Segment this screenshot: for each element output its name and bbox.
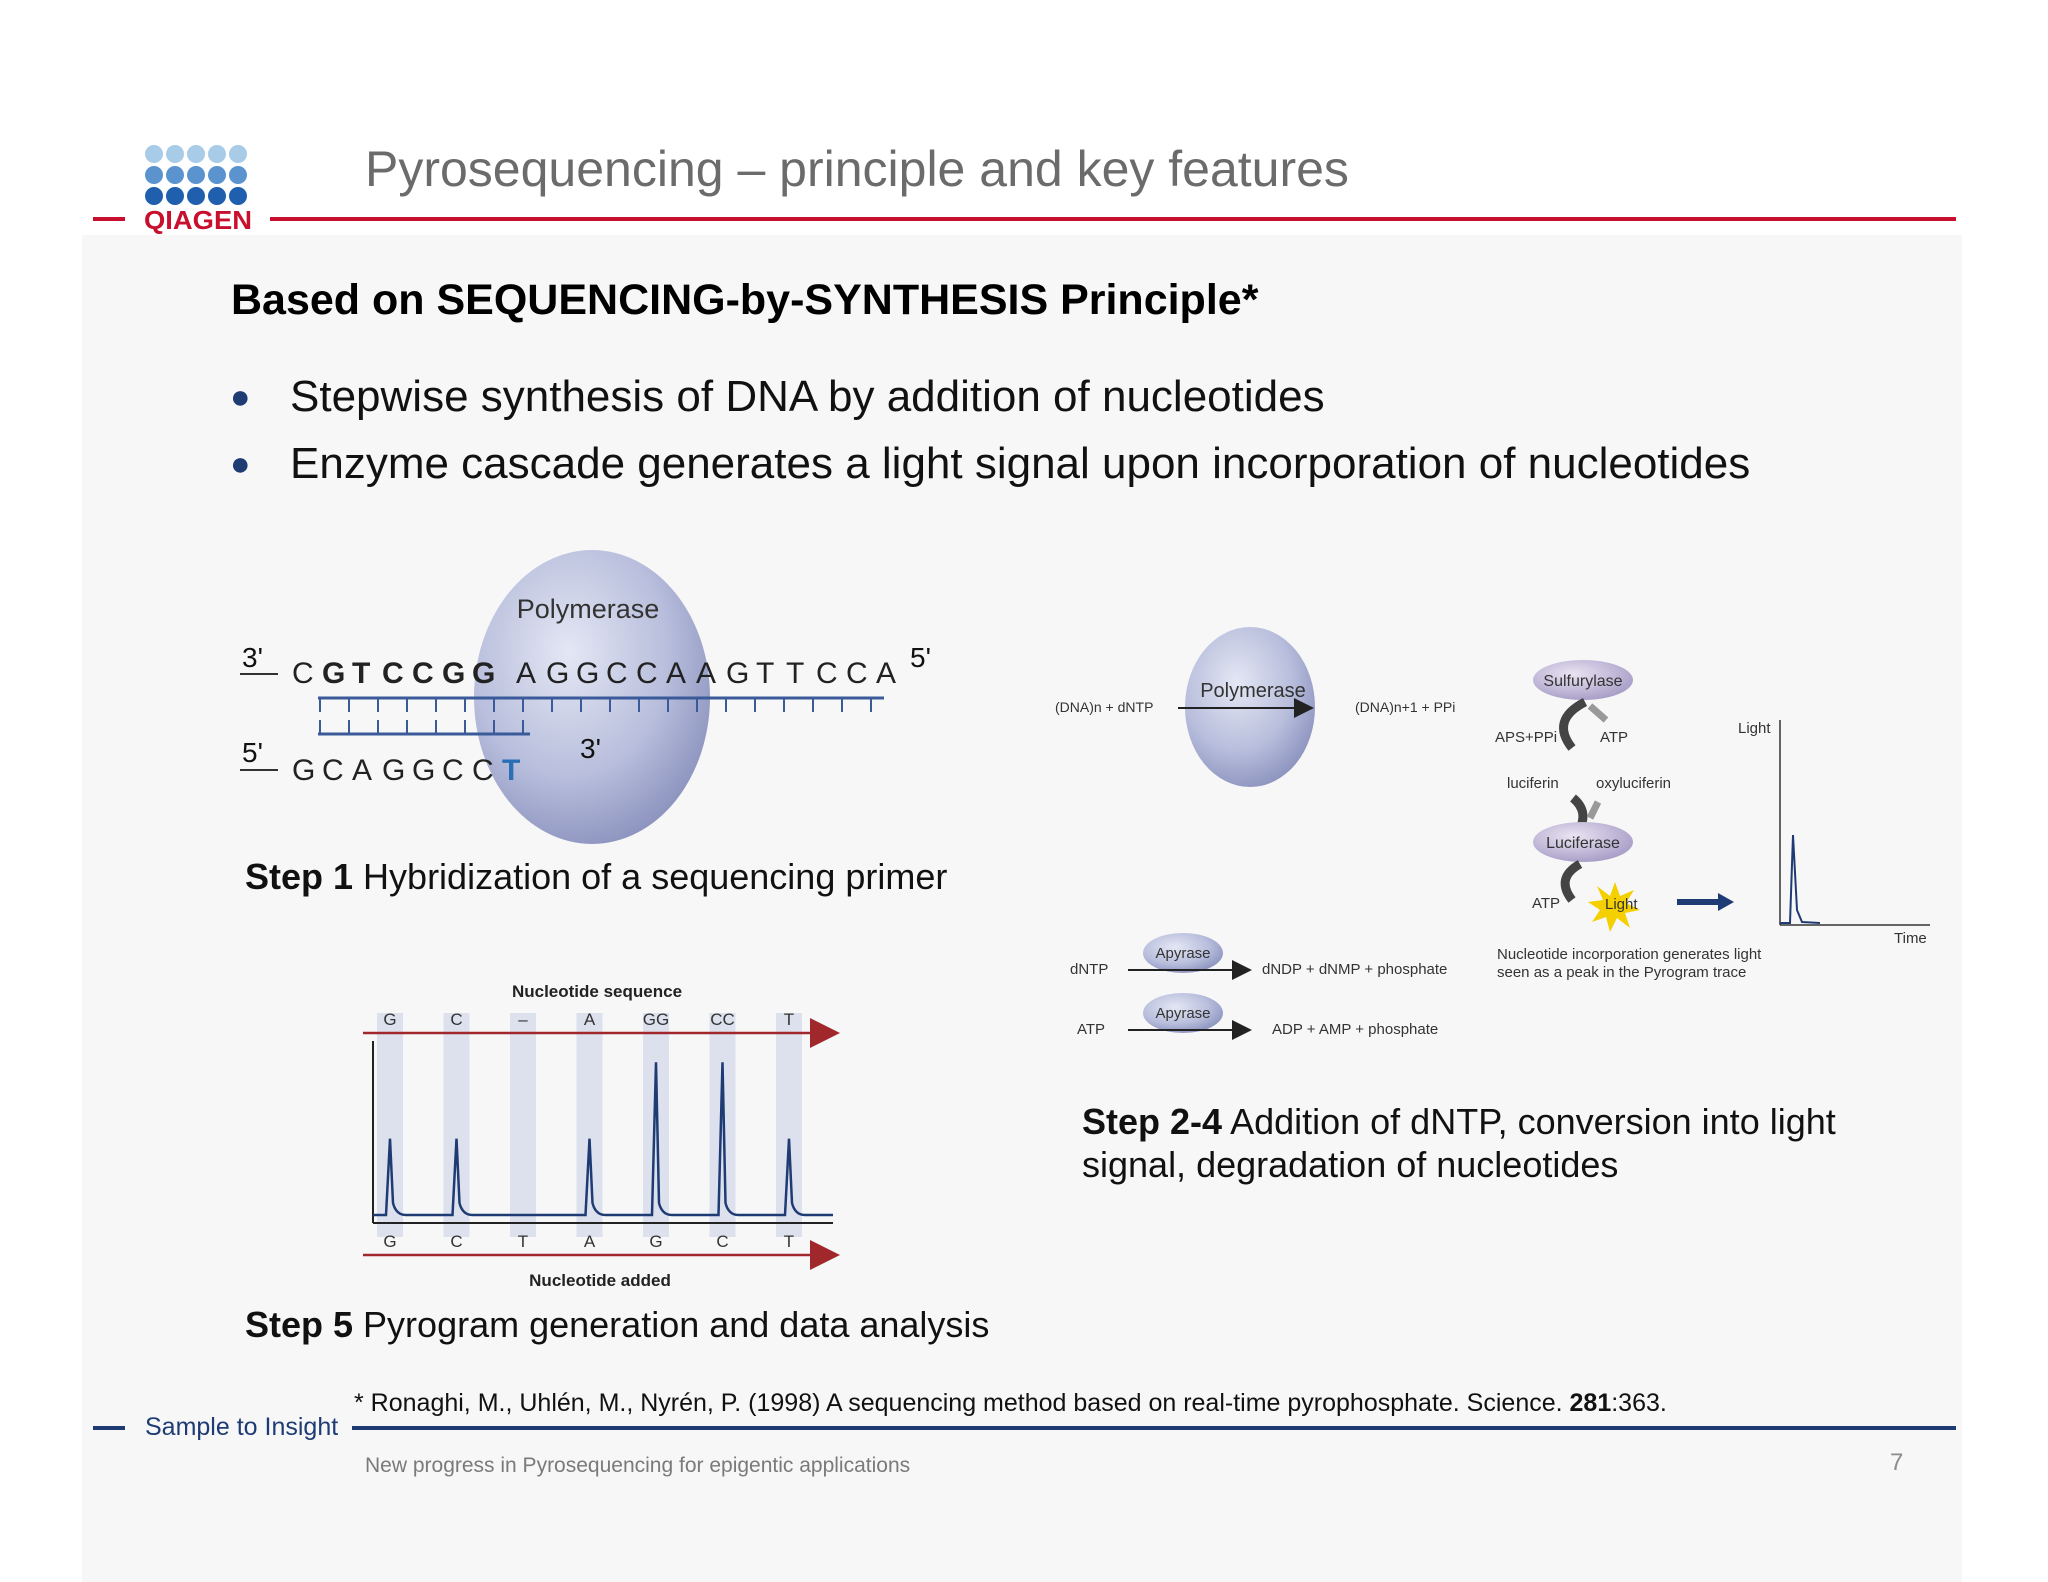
sequence-label: C <box>450 1010 463 1029</box>
step5-label: Step 5 <box>245 1304 354 1345</box>
template-base: G <box>546 657 570 690</box>
template-base: A <box>666 657 687 690</box>
nucleotide-band <box>776 1013 802 1237</box>
nucleotide-band <box>643 1013 669 1237</box>
footnote-pages: :363. <box>1611 1389 1667 1417</box>
template-base: T <box>352 657 371 690</box>
template-base: C <box>846 657 868 690</box>
aps-ppi-label: APS+PPi <box>1495 729 1558 746</box>
cycle-arrow-icon <box>1565 864 1580 900</box>
footer-rule-left <box>93 1426 125 1430</box>
sequence-label: G <box>383 1010 397 1029</box>
template-base: T <box>756 657 775 690</box>
luciferase-label: Luciferase <box>1546 835 1620 852</box>
section-heading: Based on SEQUENCING-by-SYNTHESIS Principle* <box>231 276 1259 324</box>
template-base: A <box>876 657 897 690</box>
nucleotide-band <box>377 1013 403 1237</box>
sequence-label: T <box>783 1010 795 1029</box>
reactant-label: (DNA)n + dNTP <box>1055 699 1154 715</box>
logo-dots-icon <box>145 145 247 205</box>
template-base: A <box>696 657 717 690</box>
template-base: G <box>726 657 750 690</box>
step5-caption <box>245 1304 989 1346</box>
enzyme-cascade-diagram <box>1050 620 1950 1050</box>
footnote-text: * Ronaghi, M., Uhlén, M., Nyrén, P. (1998) A sequencing method based on real-time pyrophosphate. Science. <box>354 1389 1570 1417</box>
bullet-text: Enzyme cascade generates a light signal upon incorporation of nucleotides <box>290 439 1751 488</box>
tagline: Sample to Insight <box>145 1413 339 1441</box>
template-base: C <box>636 657 658 690</box>
pyrogram-bands <box>377 1013 802 1237</box>
qiagen-logo <box>140 140 260 235</box>
header-rule-left <box>93 217 125 221</box>
oxyluciferin-label: oxyluciferin <box>1596 775 1672 792</box>
step1-label: Step 1 <box>245 856 354 897</box>
bullet-dot-icon: ● <box>230 445 251 483</box>
atp-label: ATP <box>1600 729 1629 746</box>
apyrase-label: Apyrase <box>1155 1005 1211 1022</box>
cycle-arrow-icon <box>1564 702 1585 748</box>
dntp-products-label: dNDP + dNMP + phosphate <box>1262 961 1448 978</box>
template-base: C <box>292 657 314 690</box>
step5-text: Pyrogram generation and data analysis <box>353 1304 990 1345</box>
step24-caption <box>1082 1100 1882 1186</box>
added-label: T <box>783 1232 795 1251</box>
template-base: C <box>606 657 628 690</box>
axis-light-label: Light <box>1738 720 1771 737</box>
sequence-label: GG <box>642 1010 670 1029</box>
primer-sequence <box>292 754 520 787</box>
pyrogram-chart <box>355 975 855 1295</box>
template-base: T <box>786 657 805 690</box>
primer-base: G <box>292 754 316 787</box>
template-base: G <box>472 657 496 690</box>
atp-label-2: ATP <box>1532 895 1561 912</box>
primer-base: C <box>472 754 494 787</box>
step1-text: Hybridization of a sequencing primer <box>353 856 948 897</box>
cycle-arrow-icon <box>1590 706 1606 720</box>
footnote-volume: 281 <box>1569 1389 1612 1417</box>
added-label: G <box>383 1232 397 1251</box>
nucleotide-band <box>710 1013 736 1237</box>
added-label: A <box>583 1232 596 1251</box>
primer-base: T <box>502 754 521 787</box>
step1-caption <box>245 856 947 898</box>
added-label: T <box>517 1232 529 1251</box>
footer-rule <box>352 1426 1956 1430</box>
cycle-arrow-icon <box>1590 802 1598 818</box>
added-label: G <box>649 1232 663 1251</box>
sequence-label: CC <box>710 1010 735 1029</box>
primer-base: G <box>382 754 406 787</box>
step24-label: Step 2-4 <box>1082 1101 1223 1142</box>
primer-base: C <box>442 754 464 787</box>
polymerase-label: Polymerase <box>516 594 660 624</box>
template-base: C <box>412 657 434 690</box>
page-number: 7 <box>1890 1449 1904 1476</box>
pyrogram-xlabel: Nucleotide added <box>529 1271 671 1290</box>
note-line-2: seen as a peak in the Pyrogram trace <box>1497 964 1747 981</box>
product-label: (DNA)n+1 + PPi <box>1355 699 1456 715</box>
pyrogram-title: Nucleotide sequence <box>511 982 683 1001</box>
nucleotide-band <box>510 1013 536 1237</box>
polymerase-label: Polymerase <box>1200 680 1306 702</box>
footer-subtitle: New progress in Pyrosequencing for epigentic applications <box>365 1454 911 1477</box>
page-title: Pyrosequencing – principle and key features <box>365 141 1349 197</box>
dntp-label: dNTP <box>1070 961 1109 978</box>
template-base: C <box>816 657 838 690</box>
luciferin-label: luciferin <box>1507 775 1559 792</box>
template-base: G <box>322 657 346 690</box>
hybridization-diagram <box>230 540 950 850</box>
sequence-label: A <box>583 1010 596 1029</box>
light-peak-trace <box>1780 835 1820 923</box>
template-3prime: 3' <box>242 642 263 673</box>
template-base: G <box>576 657 600 690</box>
atp-label-3: ATP <box>1077 1021 1106 1038</box>
header-rule <box>270 217 1956 221</box>
template-sequence <box>292 657 896 690</box>
step24-text: Addition of dNTP, conversion into light signal, degradation of nucleotides <box>1082 1101 1836 1185</box>
primer-5prime: 5' <box>242 737 263 768</box>
pyrogram-trace <box>373 1062 833 1215</box>
primer-base: A <box>352 754 373 787</box>
bullet-dot-icon: ● <box>230 378 251 416</box>
note-line-1: Nucleotide incorporation generates light <box>1497 946 1762 963</box>
primer-base: G <box>412 754 436 787</box>
template-base: G <box>442 657 466 690</box>
template-base: A <box>516 657 537 690</box>
atp-products-label: ADP + AMP + phosphate <box>1272 1021 1439 1038</box>
template-base: C <box>382 657 404 690</box>
nucleotide-band <box>444 1013 470 1237</box>
sulfurylase-label: Sulfurylase <box>1543 673 1623 690</box>
primer-3prime: 3' <box>580 733 601 764</box>
sequence-label: – <box>518 1010 528 1029</box>
bullet-text: Stepwise synthesis of DNA by addition of nucleotides <box>290 372 1325 421</box>
apyrase-label: Apyrase <box>1155 945 1211 962</box>
added-label: C <box>450 1232 463 1251</box>
citation-footnote <box>354 1389 1667 1418</box>
template-5prime: 5' <box>910 642 931 673</box>
nucleotide-band <box>577 1013 603 1237</box>
primer-base: C <box>322 754 344 787</box>
logo-text: QIAGEN <box>144 205 252 235</box>
axis-time-label: Time <box>1894 930 1927 947</box>
result-arrow-head-icon <box>1718 893 1734 911</box>
light-label: Light <box>1605 896 1638 913</box>
added-label: C <box>716 1232 729 1251</box>
